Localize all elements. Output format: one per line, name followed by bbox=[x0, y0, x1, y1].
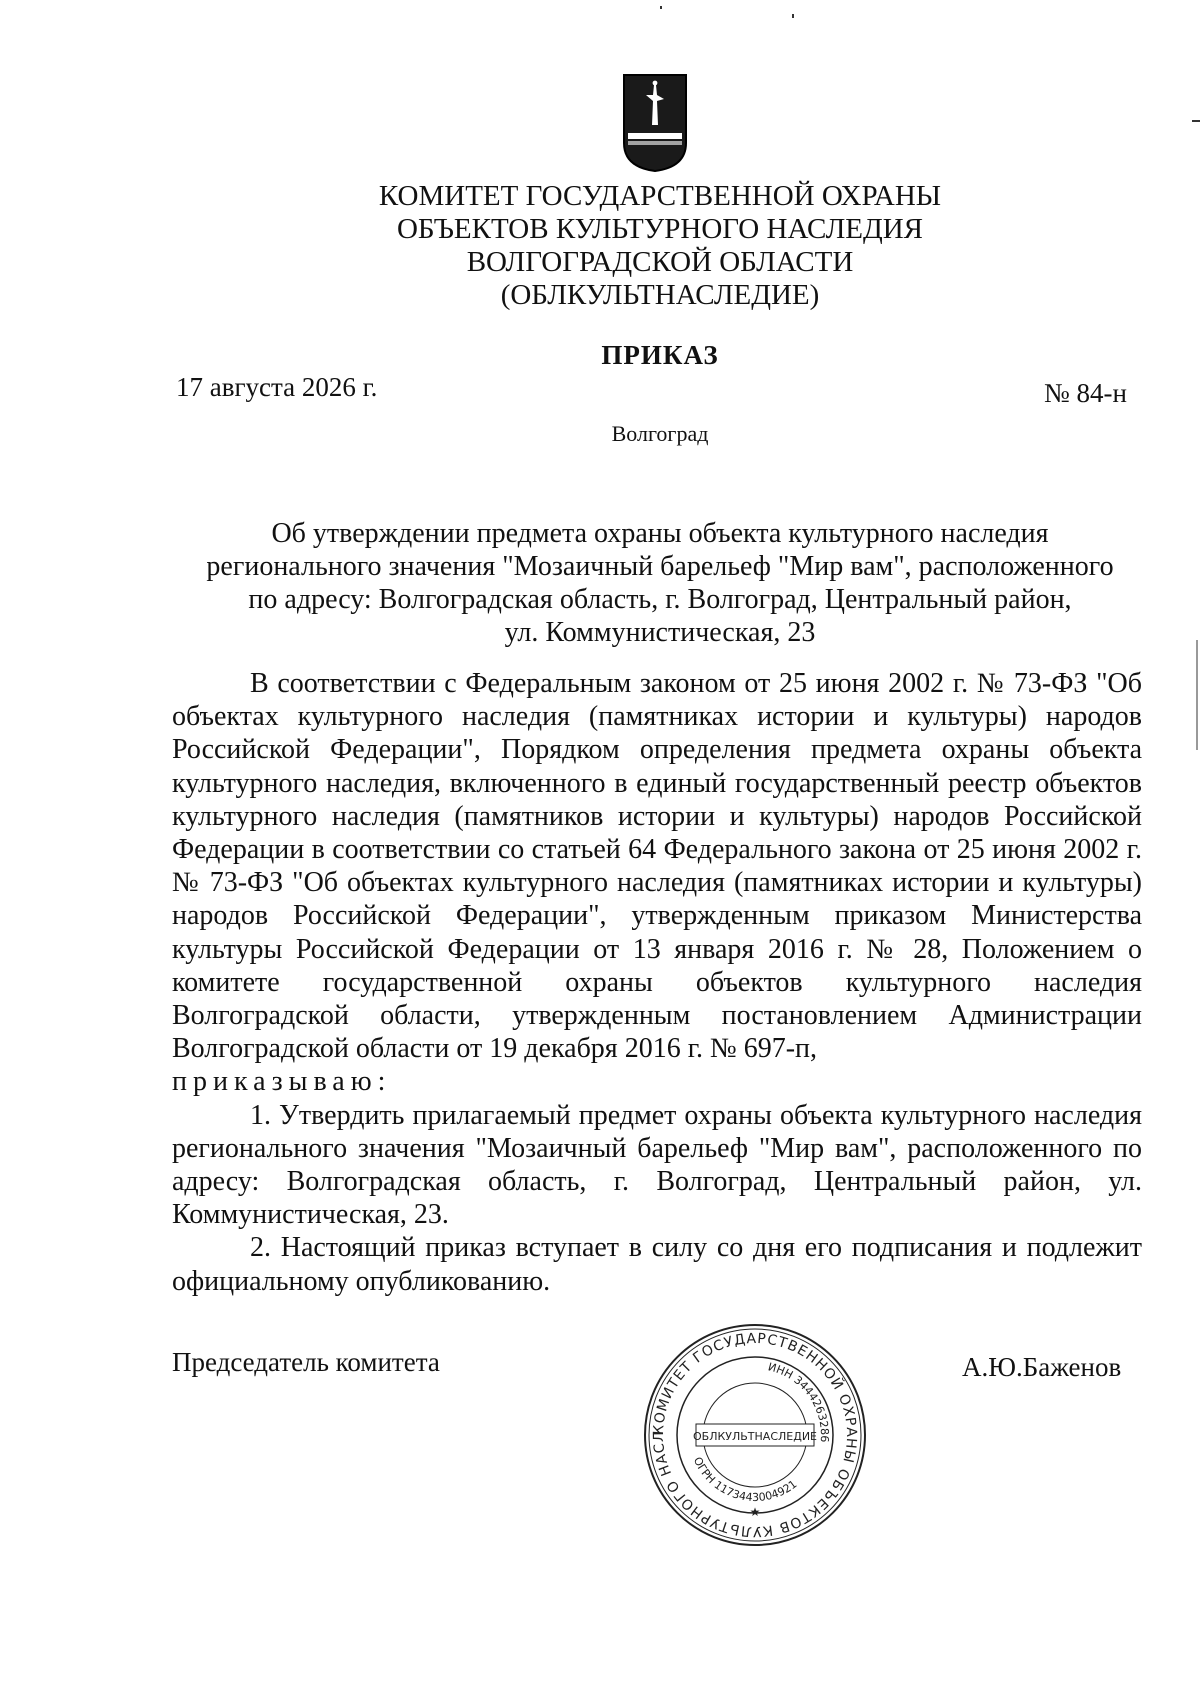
scan-speck bbox=[660, 6, 662, 9]
scan-speck bbox=[792, 14, 794, 18]
order-city: Волгоград bbox=[611, 421, 709, 446]
subject-line: регионального значения "Мозаичный барельеф "Мир вам", расположенного bbox=[206, 551, 1114, 582]
order-item-1: 1. Утвердить прилагаемый предмет охраны объекта культурного наследия регионального значения "Мозаичный барельеф "Мир вам", расположенного по адресу: Волгоградская область, г. Волгоград, Центральный район, ул. Коммунистическая, 23. bbox=[172, 1099, 1142, 1231]
header-line: КОМИТЕТ ГОСУДАРСТВЕННОЙ ОХРАНЫ bbox=[378, 180, 942, 212]
order-word: приказываю: bbox=[172, 1066, 392, 1098]
stamp-outer-text: КОМИТЕТ ГОСУДАРСТВЕННОЙ ОХРАНЫ ОБЪЕКТОВ КУЛЬТУРНОГО НАСЛ bbox=[650, 1330, 860, 1540]
order-date: 17 августа 2026 г. bbox=[176, 372, 378, 402]
order-item-2: 2. Настоящий приказ вступает в силу со дня его подписания и подлежит официальному опубликованию. bbox=[172, 1232, 1142, 1297]
organization-header bbox=[300, 180, 1020, 312]
stamp-center-text: ОБЛКУЛЬТНАСЛЕДИЕ bbox=[693, 1430, 817, 1443]
scan-edge-line bbox=[1196, 640, 1198, 750]
scan-speck bbox=[1192, 120, 1200, 122]
subject-line: ул. Коммунистическая, 23 bbox=[504, 617, 816, 648]
stamp-inn: ИНН 3444263286 bbox=[766, 1360, 832, 1443]
volgograd-coat-of-arms-icon bbox=[622, 73, 688, 173]
subject-line: Об утверждении предмета охраны объекта культурного наследия bbox=[271, 518, 1049, 549]
order-number: № 84-н bbox=[1044, 378, 1127, 408]
order-body bbox=[172, 667, 1142, 1298]
preamble-paragraph: В соответствии с Федеральным законом от 25 июня 2002 г. № 73-ФЗ "Об объектах культурного наследия (памятниках истории и культуры) народов Российской Федерации", Порядком определения предмета охраны объекта культурного наследия, включенного в единый государственный реестр объектов культурного наследия (памятников истории и культуры) народов Российской Федерации в соответствии со статьей 64 Федерального закона от 25 июня 2002 г. № 73-ФЗ "Об объектах культурного наследия (памятниках истории и культуры) народов Российской Федерации", утвержденным приказом Министерства культуры Российской Федерации от 13 января 2016 г. № 28, Положением о комитете государственной охраны объектов культурного наследия Волгоградской области, утвержденным постановлением Администрации Волгоградской области от 19 декабря 2016 г. № 697-п, bbox=[172, 668, 1142, 1065]
header-line: ОБЪЕКТОВ КУЛЬТУРНОГО НАСЛЕДИЯ bbox=[396, 213, 924, 245]
svg-text:★: ★ bbox=[749, 1505, 761, 1519]
document-title: ПРИКАЗ bbox=[601, 340, 719, 370]
signer-name: А.Ю.Баженов bbox=[962, 1352, 1122, 1382]
official-stamp bbox=[640, 1320, 870, 1550]
stamp-ogrn: ОГРН 1173443004921 bbox=[690, 1455, 800, 1505]
header-line: ВОЛГОГРАДСКОЙ ОБЛАСТИ bbox=[466, 246, 854, 278]
header-line: (ОБЛКУЛЬТНАСЛЕДИЕ) bbox=[500, 279, 820, 311]
subject-line: по адресу: Волгоградская область, г. Волгоград, Центральный район, bbox=[248, 584, 1072, 615]
order-subject bbox=[190, 517, 1130, 649]
signer-position: Председатель комитета bbox=[172, 1347, 440, 1377]
